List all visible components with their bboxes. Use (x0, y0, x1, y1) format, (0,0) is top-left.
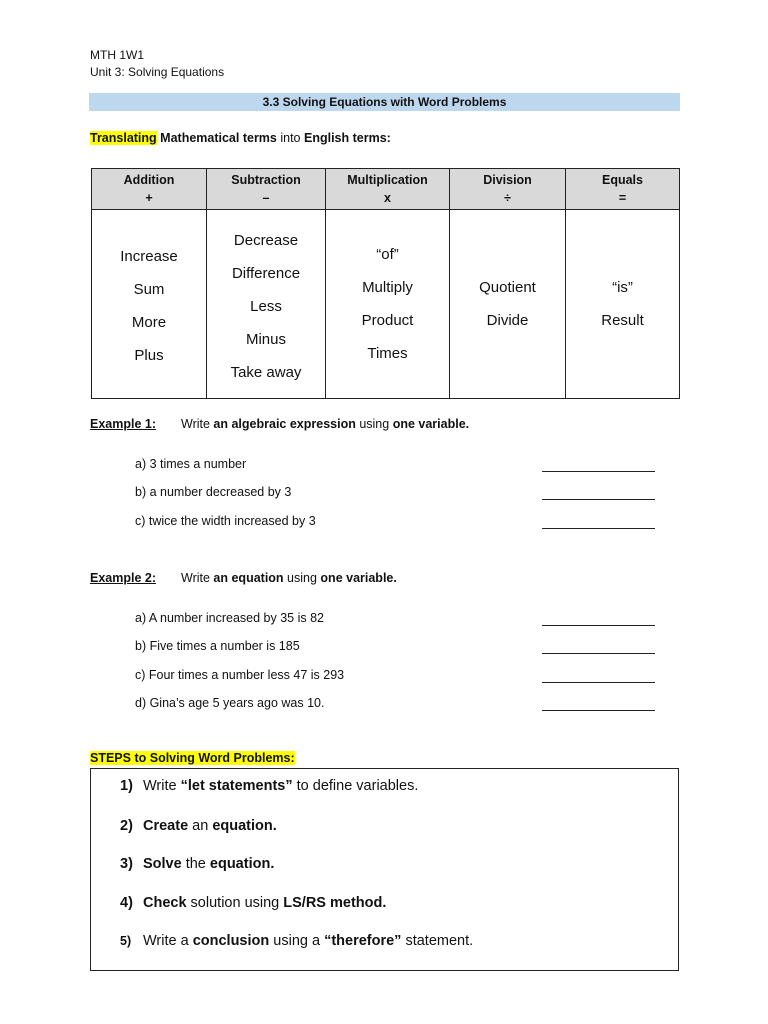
term: Sum (133, 281, 165, 298)
example1-item-a: a) 3 times a number (135, 457, 247, 471)
step-part: using a (269, 933, 325, 949)
example2-instruction (181, 571, 397, 585)
header-name: Multiplication (347, 173, 428, 187)
header-name: Subtraction (231, 173, 301, 187)
header-symbol: + (145, 191, 153, 205)
instruction-part: Write (181, 417, 214, 431)
term: Result (601, 312, 644, 329)
translating-heading (90, 131, 391, 145)
instruction-part: using (355, 417, 393, 431)
example1-item-c: c) twice the width increased by 3 (135, 514, 316, 528)
instruction-part: an algebraic expression (213, 417, 356, 431)
term: Difference (231, 264, 301, 282)
step-number: 1) (120, 778, 133, 794)
example2-item-c: c) Four times a number less 47 is 293 (135, 668, 345, 682)
answer-blank[interactable] (542, 615, 655, 626)
answer-blank[interactable] (542, 518, 655, 529)
term: Take away (230, 363, 302, 381)
header-name: Division (483, 173, 532, 187)
header-equals (566, 169, 680, 210)
header-symbol: – (262, 191, 270, 205)
term: Plus (134, 347, 164, 364)
example2-item-d: d) Gina’s age 5 years ago was 10. (135, 696, 325, 710)
step-3 (120, 856, 274, 872)
division-terms (450, 210, 566, 399)
header-division (450, 169, 566, 210)
subtraction-terms (207, 210, 326, 399)
step-part: Create (143, 818, 189, 834)
step-part: Solve (143, 856, 182, 872)
term: Minus (245, 330, 286, 348)
step-part: “therefore” (324, 933, 402, 949)
step-number: 5) (120, 934, 132, 948)
term: Increase (120, 248, 178, 265)
step-part: statement. (401, 933, 474, 949)
step-part: LS/RS method. (283, 895, 387, 911)
step-4 (120, 895, 386, 911)
table-body-row (92, 210, 680, 399)
term: Less (250, 297, 282, 315)
step-part: Write a (143, 933, 193, 949)
step-part: solution using (186, 895, 284, 911)
heading-part: Mathematical terms (156, 131, 277, 145)
heading-part: English terms: (303, 131, 391, 145)
example2-label: Example 2: (90, 571, 157, 585)
steps-heading: STEPS to Solving Word Problems: (90, 751, 295, 765)
table-header-row (92, 169, 680, 210)
step-part: to define variables. (292, 778, 419, 794)
term: More (131, 314, 167, 331)
header-symbol: = (618, 191, 627, 205)
example1-instruction (181, 417, 469, 431)
instruction-part: one variable. (320, 571, 397, 585)
heading-part: into (276, 131, 304, 145)
term: Decrease (233, 231, 299, 249)
step-number: 3) (120, 856, 133, 872)
answer-blank[interactable] (542, 700, 655, 711)
terms-table (91, 168, 680, 399)
answer-blank[interactable] (542, 489, 655, 500)
answer-blank[interactable] (542, 672, 655, 683)
header-subtraction (207, 169, 326, 210)
step-5 (120, 933, 473, 949)
instruction-part: Write (181, 571, 214, 585)
step-part: Write (143, 778, 181, 794)
lesson-title: 3.3 Solving Equations with Word Problems (89, 93, 680, 111)
header-addition (92, 169, 207, 210)
step-number: 4) (120, 895, 133, 911)
step-1 (120, 778, 418, 794)
term: Times (367, 345, 408, 362)
unit-title: Unit 3: Solving Equations (90, 65, 225, 79)
equals-terms (566, 210, 680, 399)
header-name: Equals (602, 173, 643, 187)
term: Multiply (362, 279, 413, 296)
multiplication-terms (326, 210, 450, 399)
instruction-part: one variable. (392, 417, 470, 431)
addition-terms (92, 210, 207, 399)
step-part: Check (143, 895, 187, 911)
term: Product (361, 312, 414, 329)
step-part: the (181, 856, 210, 872)
example2-item-b: b) Five times a number is 185 (135, 639, 300, 653)
course-code: MTH 1W1 (90, 48, 144, 62)
instruction-part: an equation (213, 571, 284, 585)
header-symbol: ÷ (504, 191, 511, 205)
translating-highlight: Translating (90, 131, 157, 145)
header-symbol: x (384, 191, 391, 205)
example2-item-a: a) A number increased by 35 is 82 (135, 611, 325, 625)
term: Divide (486, 312, 529, 329)
term: “of” (376, 246, 399, 263)
step-part: equation. (209, 856, 275, 872)
header-multiplication (326, 169, 450, 210)
step-2 (120, 818, 277, 834)
step-part: conclusion (192, 933, 270, 949)
answer-blank[interactable] (542, 461, 655, 472)
step-part: “let statements” (180, 778, 293, 794)
step-number: 2) (120, 818, 133, 834)
answer-blank[interactable] (542, 643, 655, 654)
example1-item-b: b) a number decreased by 3 (135, 485, 292, 499)
term: Quotient (479, 279, 536, 296)
step-part: an (188, 818, 213, 834)
instruction-part: using (283, 571, 321, 585)
term: “is” (612, 279, 633, 296)
header-name: Addition (123, 173, 175, 187)
example1-label: Example 1: (90, 417, 157, 431)
step-part: equation. (212, 818, 277, 834)
